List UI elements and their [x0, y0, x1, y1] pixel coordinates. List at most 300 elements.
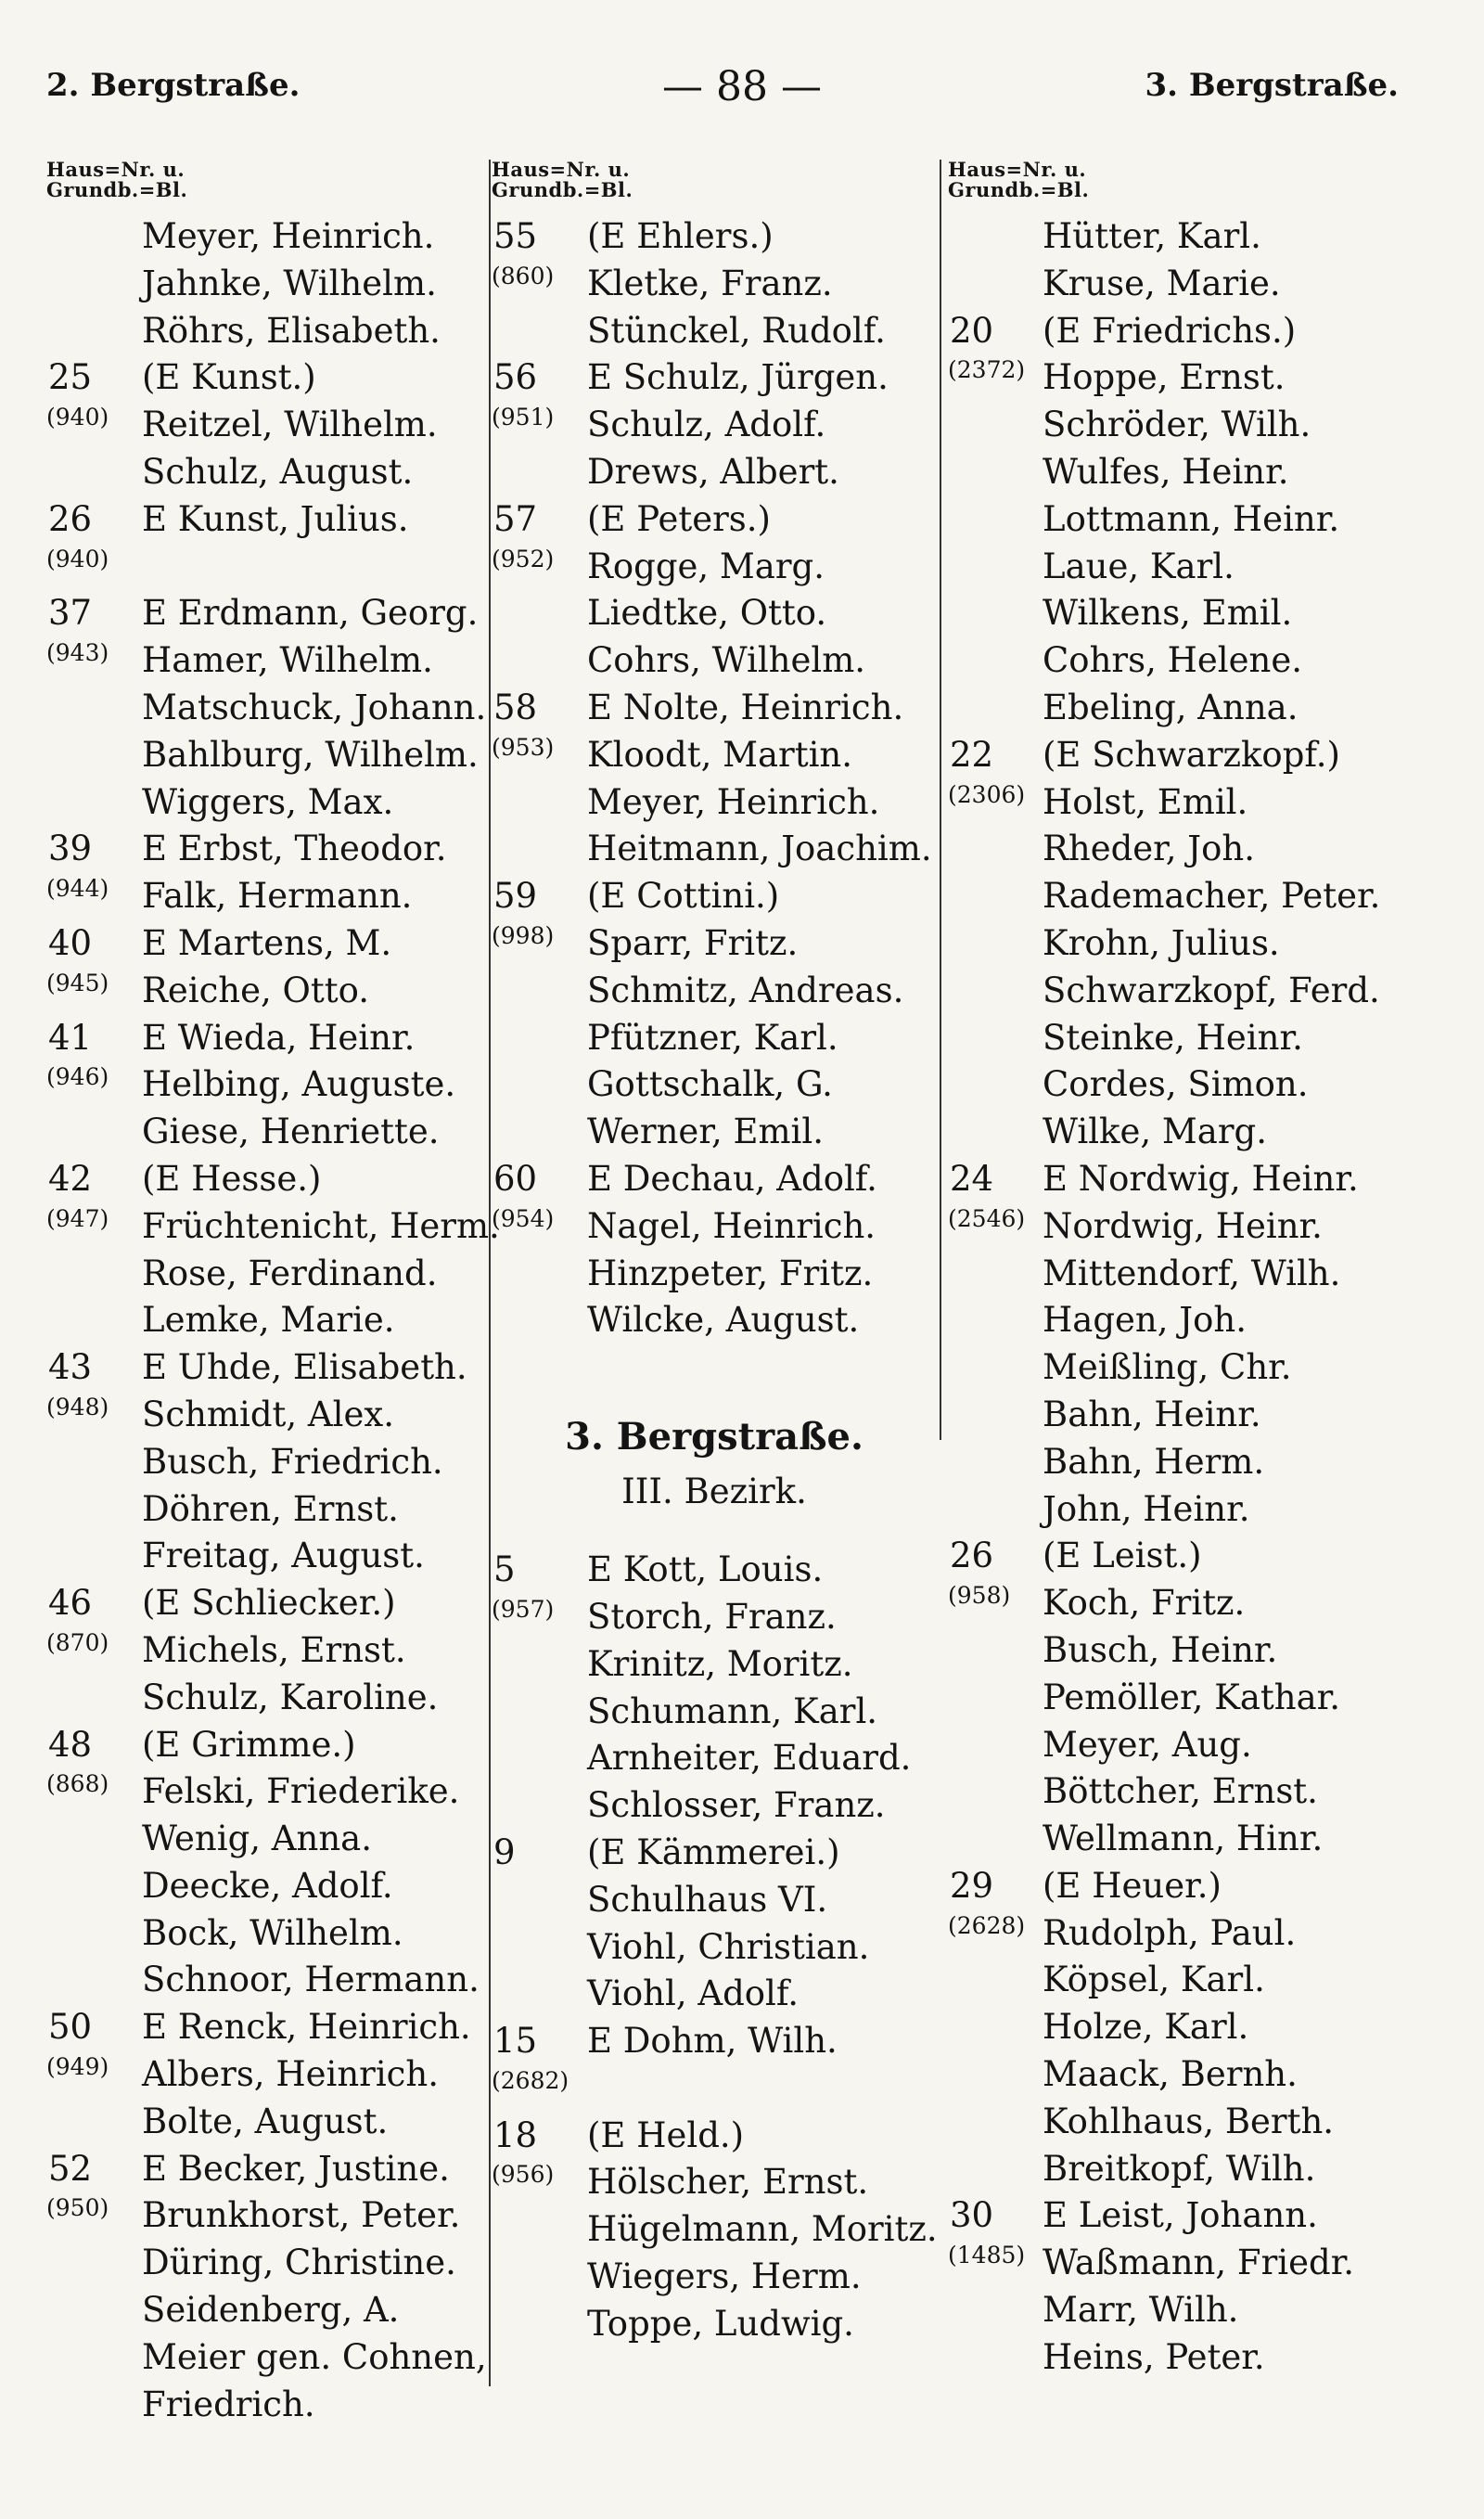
house-number: 5 [493, 1549, 516, 1590]
resident-name: Falk, Hermann. [142, 876, 413, 917]
resident-name: Sparr, Fritz. [587, 922, 799, 963]
house-number: 25 [48, 357, 93, 398]
directory-entry [492, 1297, 965, 1344]
resident-name: E Nolte, Heinrich. [587, 687, 904, 727]
directory-entry [948, 1486, 1421, 1534]
house-number: 30 [950, 2195, 994, 2236]
directory-entry [948, 1910, 1421, 1958]
directory-entry [492, 1971, 965, 2018]
section-district: III. Bezirk. [621, 1472, 807, 1512]
house-number: 46 [48, 1583, 93, 1624]
resident-name: Freitag, August. [142, 1536, 425, 1576]
directory-entry [948, 213, 1421, 261]
grundbuch-number: (2546) [948, 1204, 1026, 1232]
column-1 [46, 160, 519, 2428]
resident-name: Kletke, Franz. [587, 263, 833, 303]
grundbuch-number: (950) [46, 2194, 109, 2222]
resident-name: Bahlburg, Wilhelm. [142, 734, 479, 775]
entry-list [492, 213, 965, 1344]
resident-name: Schröder, Wilh. [1043, 405, 1311, 445]
column-heading-line2: Grundb.=Bl. [948, 178, 1090, 201]
directory-entry [492, 1830, 965, 1877]
directory-entry [948, 826, 1421, 873]
resident-name: Maack, Bernh. [1043, 2054, 1298, 2095]
directory-entry [46, 1910, 519, 1958]
resident-name: E Wieda, Heinr. [142, 1017, 416, 1058]
grundbuch-number: (2682) [492, 2066, 569, 2094]
resident-name: Drews, Albert. [587, 451, 839, 492]
resident-name: E Kunst, Julius. [142, 498, 409, 539]
directory-entry [948, 873, 1421, 920]
directory-entry [492, 1641, 965, 1689]
resident-name: Kruse, Marie. [1043, 263, 1281, 303]
directory-entry [46, 1156, 519, 1203]
directory-entry [46, 402, 519, 449]
resident-name: Wellmann, Hinr. [1043, 1819, 1324, 1859]
directory-entry [948, 402, 1421, 449]
directory-entry [948, 1344, 1421, 1392]
directory-entry [46, 779, 519, 827]
column-heading [492, 160, 965, 213]
directory-entry [46, 1486, 519, 1534]
directory-entry [492, 732, 965, 779]
directory-entry [46, 1957, 519, 2004]
grundbuch-number: (953) [492, 733, 555, 761]
resident-name: (E Heuer.) [1043, 1865, 1222, 1906]
house-number: 60 [493, 1158, 538, 1199]
directory-entry [948, 2146, 1421, 2193]
resident-name: E Kott, Louis. [587, 1549, 824, 1590]
resident-name: Steinke, Heinr. [1043, 1017, 1303, 1058]
resident-name: Busch, Friedrich. [142, 1441, 443, 1482]
resident-name: Wiegers, Herm. [587, 2256, 862, 2297]
section-gap [492, 1519, 965, 1547]
house-number: 40 [48, 922, 93, 963]
grundbuch-number: (954) [492, 1204, 555, 1232]
resident-name: Felski, Friederike. [142, 1771, 460, 1812]
directory-entry [948, 1061, 1421, 1109]
directory-entry [46, 1768, 519, 1816]
directory-entry [948, 2240, 1421, 2287]
resident-name: Laue, Karl. [1043, 546, 1235, 586]
directory-entry [46, 1061, 519, 1109]
resident-name: (E Schwarzkopf.) [1043, 734, 1340, 775]
directory-entry [948, 1297, 1421, 1344]
directory-entry [492, 1924, 965, 1972]
directory-entry [948, 2051, 1421, 2099]
resident-name: Nagel, Heinrich. [587, 1205, 876, 1246]
grundbuch-number: (956) [492, 2161, 555, 2189]
directory-entry [492, 1594, 965, 1641]
directory-entry [46, 968, 519, 1015]
directory-entry [948, 1627, 1421, 1675]
directory-entry [948, 496, 1421, 544]
resident-name: Hagen, Joh. [1043, 1300, 1247, 1341]
resident-name: Jahnke, Wilhelm. [142, 263, 437, 303]
directory-entry [948, 1015, 1421, 1062]
resident-name: Rose, Ferdinand. [142, 1253, 438, 1293]
resident-name: Stünckel, Rudolf. [587, 310, 886, 351]
resident-name: Waßmann, Friedr. [1043, 2243, 1355, 2283]
resident-name: Hinzpeter, Fritz. [587, 1253, 874, 1293]
directory-entry [46, 2192, 519, 2240]
resident-name: Schulz, August. [142, 451, 414, 492]
directory-entry [948, 2334, 1421, 2382]
resident-name: Friedrich. [142, 2384, 315, 2424]
running-header-right: 3. Bergstraße. [1145, 67, 1399, 104]
directory-entry [948, 1675, 1421, 1722]
grundbuch-number: (943) [46, 639, 109, 667]
directory-entry [948, 1251, 1421, 1298]
house-number: 58 [493, 687, 538, 727]
resident-name: Koch, Fritz. [1043, 1583, 1246, 1624]
resident-name: Viohl, Christian. [587, 1926, 870, 1967]
house-number: 57 [493, 498, 538, 539]
directory-entry [492, 1735, 965, 1782]
directory-entry [46, 308, 519, 355]
resident-name: Hölscher, Ernst. [587, 2162, 869, 2203]
directory-entry [46, 1203, 519, 1251]
resident-name: Schlosser, Franz. [587, 1785, 886, 1826]
directory-entry [46, 732, 519, 779]
column-heading [948, 160, 1421, 213]
resident-name: Werner, Emil. [587, 1112, 824, 1152]
resident-name: Schulhaus VI. [587, 1879, 828, 1920]
resident-name: E Leist, Johann. [1043, 2195, 1318, 2236]
directory-entry [492, 1109, 965, 1156]
directory-entry [46, 1297, 519, 1344]
directory-entry [46, 213, 519, 261]
directory-entry [46, 2240, 519, 2287]
house-number: 29 [950, 1865, 994, 1906]
directory-entry [46, 590, 519, 637]
directory-entry [46, 2334, 519, 2382]
resident-name: (E Cottini.) [587, 876, 780, 917]
resident-name: E Nordwig, Heinr. [1043, 1158, 1359, 1199]
directory-entry [948, 449, 1421, 496]
directory-entry [948, 1768, 1421, 1816]
directory-entry [492, 968, 965, 1015]
grundbuch-number: (957) [492, 1595, 555, 1623]
directory-entry [492, 1877, 965, 1924]
resident-name: (E Hesse.) [142, 1158, 322, 1199]
column-heading-line1: Haus=Nr. u. [948, 158, 1087, 181]
resident-name: Schnoor, Hermann. [142, 1960, 480, 2000]
directory-entry [46, 2382, 519, 2429]
resident-name: Schwarzkopf, Ferd. [1043, 970, 1380, 1010]
directory-entry [948, 544, 1421, 591]
directory-entry [492, 402, 965, 449]
directory-entry [46, 1344, 519, 1392]
directory-entry [46, 1863, 519, 1910]
house-number: 9 [493, 1831, 516, 1872]
directory-entry [46, 2099, 519, 2146]
house-number: 18 [493, 2114, 538, 2155]
directory-entry [948, 1392, 1421, 1439]
directory-entry [948, 354, 1421, 402]
directory-entry [46, 826, 519, 873]
resident-name: (E Held.) [587, 2114, 745, 2155]
resident-name: Busch, Heinr. [1043, 1629, 1278, 1670]
directory-entry [46, 873, 519, 920]
directory-entry [948, 1722, 1421, 1769]
directory-entry [492, 779, 965, 827]
house-number: 52 [48, 2148, 93, 2189]
house-number: 26 [950, 1536, 994, 1576]
grundbuch-number: (940) [46, 404, 109, 431]
directory-entry [46, 354, 519, 402]
page-number: — 88 — [662, 63, 822, 110]
resident-name: Heins, Peter. [1043, 2336, 1265, 2377]
section-title: 3. Bergstraße. [565, 1415, 864, 1459]
resident-name: Ebeling, Anna. [1043, 687, 1298, 727]
grundbuch-number: (868) [46, 1770, 109, 1798]
resident-name: Bahn, Heinr. [1043, 1394, 1261, 1434]
resident-name: Arnheiter, Eduard. [587, 1738, 912, 1779]
resident-name: (E Ehlers.) [587, 216, 774, 256]
resident-name: Toppe, Ludwig. [587, 2303, 854, 2344]
resident-name: (E Grimme.) [142, 1724, 356, 1765]
resident-name: Helbing, Auguste. [142, 1064, 456, 1105]
directory-entry [948, 1156, 1421, 1203]
grundbuch-number: (944) [46, 875, 109, 903]
resident-name: Hügelmann, Moritz. [587, 2209, 938, 2250]
grundbuch-number: (2372) [948, 356, 1026, 384]
resident-name: Reiche, Otto. [142, 970, 370, 1010]
directory-entry [492, 2301, 965, 2348]
resident-name: Cohrs, Wilhelm. [587, 640, 866, 681]
resident-name: Kohlhaus, Berth. [1043, 2101, 1335, 2141]
directory-entry [46, 1439, 519, 1486]
directory-entry [46, 261, 519, 308]
directory-entry [948, 2192, 1421, 2240]
resident-name: E Uhde, Elisabeth. [142, 1347, 467, 1388]
house-number: 43 [48, 1347, 93, 1388]
resident-name: Wenig, Anna. [142, 1819, 372, 1859]
resident-name: Nordwig, Heinr. [1043, 1205, 1323, 1246]
directory-entry [492, 920, 965, 968]
resident-name: Rheder, Joh. [1043, 829, 1256, 869]
resident-name: Meyer, Heinrich. [142, 216, 435, 256]
resident-name: E Becker, Justine. [142, 2148, 450, 2189]
directory-entry [46, 1722, 519, 1769]
directory-entry [492, 544, 965, 591]
resident-name: John, Heinr. [1043, 1488, 1250, 1529]
directory-entry [948, 920, 1421, 968]
directory-entry [492, 873, 965, 920]
grundbuch-number: (1485) [948, 2242, 1026, 2269]
resident-name: Storch, Franz. [587, 1596, 837, 1637]
resident-name: Früchtenicht, Herm. [142, 1205, 500, 1246]
resident-name: Holze, Karl. [1043, 2007, 1249, 2048]
directory-entry [46, 2004, 519, 2051]
resident-name: (E Peters.) [587, 498, 771, 539]
directory-entry [46, 1392, 519, 1439]
resident-name: Schmitz, Andreas. [587, 970, 904, 1010]
directory-entry [492, 354, 965, 402]
column-heading-line1: Haus=Nr. u. [492, 158, 631, 181]
house-number: 20 [950, 310, 994, 351]
directory-entry [492, 261, 965, 308]
house-number: 41 [48, 1017, 93, 1058]
resident-name: Giese, Henriette. [142, 1112, 440, 1152]
directory-entry [492, 2113, 965, 2160]
directory-entry [46, 1816, 519, 1863]
directory-entry [948, 308, 1421, 355]
directory-entry [46, 920, 519, 968]
directory-entry [46, 637, 519, 685]
resident-name: (E Leist.) [1043, 1536, 1202, 1576]
directory-entry [492, 1689, 965, 1736]
directory-entry [46, 1251, 519, 1298]
resident-name: E Renck, Heinrich. [142, 2007, 471, 2048]
resident-name: Meier gen. Cohnen, [142, 2336, 487, 2377]
directory-entry [492, 1547, 965, 1594]
resident-name: Schumann, Karl. [587, 1690, 878, 1731]
column-heading-line1: Haus=Nr. u. [46, 158, 186, 181]
directory-entry [948, 1816, 1421, 1863]
resident-name: Wulfes, Heinr. [1043, 451, 1289, 492]
resident-name: Wilkens, Emil. [1043, 593, 1293, 634]
house-number: 50 [48, 2007, 93, 2048]
resident-name: Holst, Emil. [1043, 781, 1248, 822]
directory-entry [948, 637, 1421, 685]
resident-name: Meißling, Chr. [1043, 1347, 1292, 1388]
house-number: 42 [48, 1158, 93, 1199]
directory-entry [46, 2051, 519, 2099]
directory-entry [948, 1957, 1421, 2004]
resident-name: Meyer, Aug. [1043, 1724, 1252, 1765]
grundbuch-number: (860) [492, 262, 555, 289]
resident-name: E Dechau, Adolf. [587, 1158, 877, 1199]
resident-name: Rudolph, Paul. [1043, 1912, 1297, 1953]
house-number: 56 [493, 357, 538, 398]
directory-entry [46, 685, 519, 732]
grundbuch-number: (948) [46, 1393, 109, 1420]
grundbuch-number: (958) [948, 1582, 1011, 1610]
resident-name: Böttcher, Ernst. [1043, 1771, 1318, 1812]
resident-name: E Martens, M. [142, 922, 392, 963]
house-number: 24 [950, 1158, 994, 1199]
resident-name: Mittendorf, Wilh. [1043, 1253, 1341, 1293]
grundbuch-number: (940) [46, 545, 109, 572]
directory-entry [46, 1675, 519, 1722]
directory-entry [948, 1580, 1421, 1627]
directory-entry [948, 1863, 1421, 1910]
directory-entry [948, 2287, 1421, 2334]
entry-list [46, 213, 519, 2428]
directory-entry [492, 1015, 965, 1062]
resident-name: Schmidt, Alex. [142, 1394, 394, 1434]
directory-entry [46, 496, 519, 544]
house-number: 37 [48, 593, 93, 634]
directory-entry [492, 826, 965, 873]
directory-entry [492, 637, 965, 685]
grundbuch-number: (951) [492, 404, 555, 431]
grundbuch-number: (947) [46, 1204, 109, 1232]
resident-name: Bock, Wilhelm. [142, 1912, 403, 1953]
resident-name: Albers, Heinrich. [142, 2054, 439, 2095]
resident-name: Breitkopf, Wilh. [1043, 2148, 1316, 2189]
directory-entry [948, 2004, 1421, 2051]
resident-name: Viohl, Adolf. [587, 1973, 800, 2014]
resident-name: Rogge, Marg. [587, 546, 825, 586]
resident-name: Hoppe, Ernst. [1043, 357, 1286, 398]
directory-entry [948, 1439, 1421, 1486]
directory-entry [492, 2254, 965, 2301]
resident-name: (E Kämmerei.) [587, 1831, 840, 1872]
resident-name: Heitmann, Joachim. [587, 829, 932, 869]
resident-name: Kloodt, Martin. [587, 734, 853, 775]
resident-name: Michels, Ernst. [142, 1629, 406, 1670]
directory-entry [948, 968, 1421, 1015]
resident-name: Wilke, Marg. [1043, 1112, 1267, 1152]
running-header-left: 2. Bergstraße. [46, 67, 301, 104]
column-heading-line2: Grundb.=Bl. [46, 178, 188, 201]
grundbuch-number: (952) [492, 545, 555, 572]
resident-name: Deecke, Adolf. [142, 1865, 393, 1906]
resident-name: (E Kunst.) [142, 357, 316, 398]
directory-entry [948, 732, 1421, 779]
directory-entry [948, 1203, 1421, 1251]
resident-name: Pemöller, Kathar. [1043, 1677, 1341, 1717]
directory-entry [492, 1061, 965, 1109]
resident-name: Matschuck, Johann. [142, 687, 487, 727]
resident-name: E Erdmann, Georg. [142, 593, 479, 634]
directory-entry [948, 261, 1421, 308]
directory-entry [948, 685, 1421, 732]
directory-entry [492, 685, 965, 732]
section-gap [492, 1344, 965, 1409]
grundbuch-number: (2306) [948, 780, 1026, 808]
resident-name: Düring, Christine. [142, 2243, 456, 2283]
directory-entry [46, 1580, 519, 1627]
resident-name: Seidenberg, A. [142, 2290, 400, 2331]
column-3 [948, 160, 1421, 2382]
house-number: 15 [493, 2021, 538, 2062]
column-heading-line2: Grundb.=Bl. [492, 178, 633, 201]
resident-name: Reitzel, Wilhelm. [142, 405, 438, 445]
resident-name: E Dohm, Wilh. [587, 2021, 838, 2062]
house-number: 26 [48, 498, 93, 539]
grundbuch-number: (2628) [948, 1911, 1026, 1939]
directory-entry [492, 2065, 965, 2113]
resident-name: Marr, Wilh. [1043, 2290, 1239, 2331]
resident-name: (E Friedrichs.) [1043, 310, 1297, 351]
directory-entry [46, 2287, 519, 2334]
directory-entry [492, 1156, 965, 1203]
resident-name: Lottmann, Heinr. [1043, 498, 1340, 539]
entry-list [492, 1547, 965, 2348]
resident-name: Köpsel, Karl. [1043, 1960, 1265, 2000]
resident-name: Wiggers, Max. [142, 781, 394, 822]
column-2 [492, 160, 965, 2348]
resident-name: Gottschalk, G. [587, 1064, 833, 1105]
resident-name: Krohn, Julius. [1043, 922, 1280, 963]
directory-entry [948, 779, 1421, 827]
directory-entry [948, 2099, 1421, 2146]
directory-entry [492, 1203, 965, 1251]
resident-name: (E Schliecker.) [142, 1583, 396, 1624]
directory-entry [492, 2018, 965, 2065]
directory-entry [46, 449, 519, 496]
house-number: 22 [950, 734, 994, 775]
resident-name: Bolte, August. [142, 2101, 389, 2141]
resident-name: Rademacher, Peter. [1043, 876, 1381, 917]
house-number: 39 [48, 829, 93, 869]
grundbuch-number: (870) [46, 1628, 109, 1656]
resident-name: Wilcke, August. [587, 1300, 860, 1341]
